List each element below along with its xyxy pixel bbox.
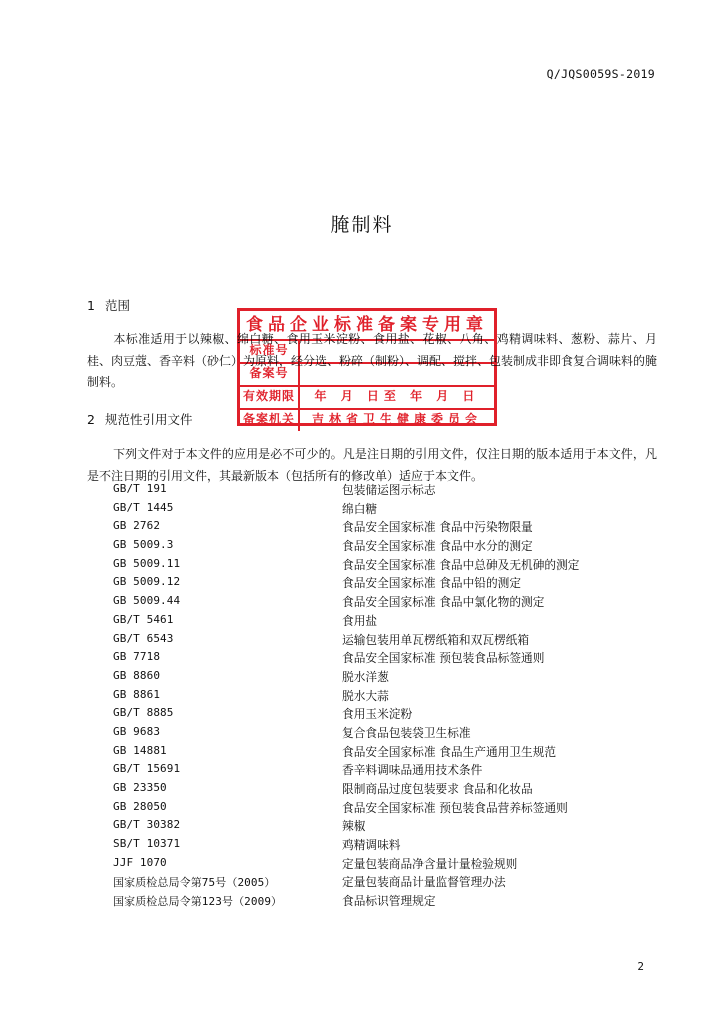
scope-text: 本标准适用于以辣椒、绵白糖、食用玉米淀粉、食用盐、花椒、八角、鸡精调味料、葱粉、蒜片、月桂、肉豆蔻、香辛料（砂仁）为原料，经分选、粉碎（制粉）、调配、搅拌、包装制成非即食复合调味料的腌制料。 bbox=[87, 332, 658, 389]
reference-row bbox=[113, 837, 653, 856]
reference-row bbox=[113, 575, 653, 594]
reference-code: GB/T 1445 bbox=[113, 500, 174, 514]
reference-name: 食品安全国家标准 预包装食品标签通则 bbox=[342, 651, 545, 666]
reference-row bbox=[113, 800, 653, 819]
reference-code: GB/T 30382 bbox=[113, 818, 181, 832]
reference-name: 绵白糖 bbox=[342, 501, 378, 516]
section-title: 规范性引用文件 bbox=[105, 412, 193, 427]
stamp-row bbox=[240, 341, 494, 364]
reference-code: GB 7718 bbox=[113, 650, 161, 664]
stamp-value: 年 月 日至 年 月 日 bbox=[314, 389, 480, 403]
reference-code: GB 23350 bbox=[113, 781, 167, 794]
reference-name: 定量包装商品计量监督管理办法 bbox=[342, 875, 506, 890]
stamp-label: 标准号 bbox=[240, 341, 300, 362]
references-intro-text: 下列文件对于本文件的应用是必不可少的。凡是注日期的引用文件，仅注日期的版本适用于本文件，凡是不注日期的引用文件，其最新版本（包括所有的修改单）适应于本文件。 bbox=[87, 447, 657, 483]
stamp-label: 有效期限 bbox=[240, 387, 300, 408]
reference-code: GB/T 5461 bbox=[113, 612, 174, 626]
reference-row bbox=[113, 706, 653, 725]
page-number: 2 bbox=[637, 960, 644, 973]
reference-name: 食品安全国家标准 食品中氯化物的测定 bbox=[342, 595, 545, 610]
reference-code: GB 5009.44 bbox=[113, 594, 181, 608]
reference-row bbox=[113, 519, 653, 538]
stamp-title: 食品企业标准备案专用章 bbox=[240, 311, 494, 341]
reference-row bbox=[113, 669, 653, 688]
reference-code: GB/T 15691 bbox=[113, 762, 181, 776]
reference-code: GB 28050 bbox=[113, 799, 167, 813]
reference-code: GB 8860 bbox=[113, 668, 161, 682]
reference-code: GB/T 191 bbox=[113, 482, 167, 495]
reference-row bbox=[113, 874, 653, 893]
reference-row bbox=[113, 613, 653, 632]
reference-row bbox=[113, 501, 653, 520]
reference-name: 食品安全国家标准 食品生产通用卫生规范 bbox=[342, 744, 557, 759]
reference-code: GB 2762 bbox=[113, 519, 161, 533]
stamp-value bbox=[300, 341, 494, 362]
reference-name: 辣椒 bbox=[342, 819, 366, 834]
reference-row bbox=[113, 725, 653, 744]
document-code: Q/JQS0059S-2019 bbox=[546, 67, 655, 81]
reference-name: 运输包装用单瓦楞纸箱和双瓦楞纸箱 bbox=[342, 632, 530, 647]
reference-name: 包装储运图示标志 bbox=[342, 483, 436, 497]
reference-row bbox=[113, 650, 653, 669]
reference-code: GB 9683 bbox=[113, 724, 161, 738]
reference-row bbox=[113, 744, 653, 763]
stamp-row bbox=[240, 387, 494, 410]
reference-code: GB 14881 bbox=[113, 743, 167, 757]
stamp-value: 吉林省卫生健康委员会 bbox=[311, 412, 482, 426]
reference-code: 国家质检总局令第75号（2005） bbox=[113, 876, 276, 890]
reference-code: GB 5009.12 bbox=[113, 575, 181, 589]
reference-code: GB 5009.3 bbox=[113, 538, 174, 552]
section-number: 2 bbox=[87, 412, 95, 427]
reference-code: GB/T 6543 bbox=[113, 631, 174, 645]
reference-name: 食品安全国家标准 食品中污染物限量 bbox=[342, 520, 533, 535]
reference-row bbox=[113, 893, 653, 912]
reference-name: 食品安全国家标准 预包装食品营养标签通则 bbox=[342, 800, 568, 815]
reference-name: 脱水大蒜 bbox=[342, 688, 389, 703]
reference-code: GB 5009.11 bbox=[113, 556, 181, 570]
reference-row bbox=[113, 482, 653, 501]
reference-name: 脱水洋葱 bbox=[342, 669, 389, 684]
reference-name: 食品安全国家标准 食品中铅的测定 bbox=[342, 576, 522, 591]
reference-row bbox=[113, 856, 653, 875]
reference-row bbox=[113, 632, 653, 651]
reference-list bbox=[113, 482, 653, 912]
reference-name: 鸡精调味料 bbox=[342, 838, 401, 853]
reference-name: 定量包装商品净含量计量检验规则 bbox=[342, 856, 518, 871]
page-title: 腌制料 bbox=[330, 214, 394, 236]
stamp-value bbox=[300, 364, 494, 385]
section-1-heading bbox=[87, 296, 130, 314]
reference-name: 食品标识管理规定 bbox=[342, 894, 436, 909]
reference-name: 香辛料调味品通用技术条件 bbox=[342, 763, 483, 778]
filing-stamp bbox=[237, 308, 497, 426]
reference-row bbox=[113, 594, 653, 613]
section-2-heading bbox=[87, 410, 193, 428]
reference-code: JJF 1070 bbox=[113, 855, 167, 869]
stamp-row bbox=[240, 364, 494, 387]
reference-name: 复合食品包装袋卫生标准 bbox=[342, 725, 471, 740]
reference-name: 食用玉米淀粉 bbox=[342, 707, 413, 722]
reference-row bbox=[113, 688, 653, 707]
reference-row bbox=[113, 818, 653, 837]
reference-name: 食品安全国家标准 食品中总砷及无机砷的测定 bbox=[342, 557, 580, 572]
stamp-row bbox=[240, 410, 494, 431]
reference-code: 国家质检总局令第123号（2009） bbox=[113, 895, 283, 909]
reference-row bbox=[113, 557, 653, 576]
reference-code: SB/T 10371 bbox=[113, 837, 181, 851]
section-number: 1 bbox=[87, 298, 95, 313]
section-title: 范围 bbox=[105, 298, 131, 313]
stamp-label: 备案机关 bbox=[240, 410, 300, 431]
reference-name: 限制商品过度包装要求 食品和化妆品 bbox=[342, 782, 533, 796]
reference-code: GB 8861 bbox=[113, 687, 161, 701]
reference-name: 食用盐 bbox=[342, 613, 378, 628]
reference-row bbox=[113, 538, 653, 557]
reference-row bbox=[113, 781, 653, 800]
reference-name: 食品安全国家标准 食品中水分的测定 bbox=[342, 539, 533, 554]
section-2-paragraph bbox=[87, 444, 657, 487]
stamp-label: 备案号 bbox=[240, 364, 300, 385]
reference-row bbox=[113, 762, 653, 781]
reference-code: GB/T 8885 bbox=[113, 706, 174, 720]
